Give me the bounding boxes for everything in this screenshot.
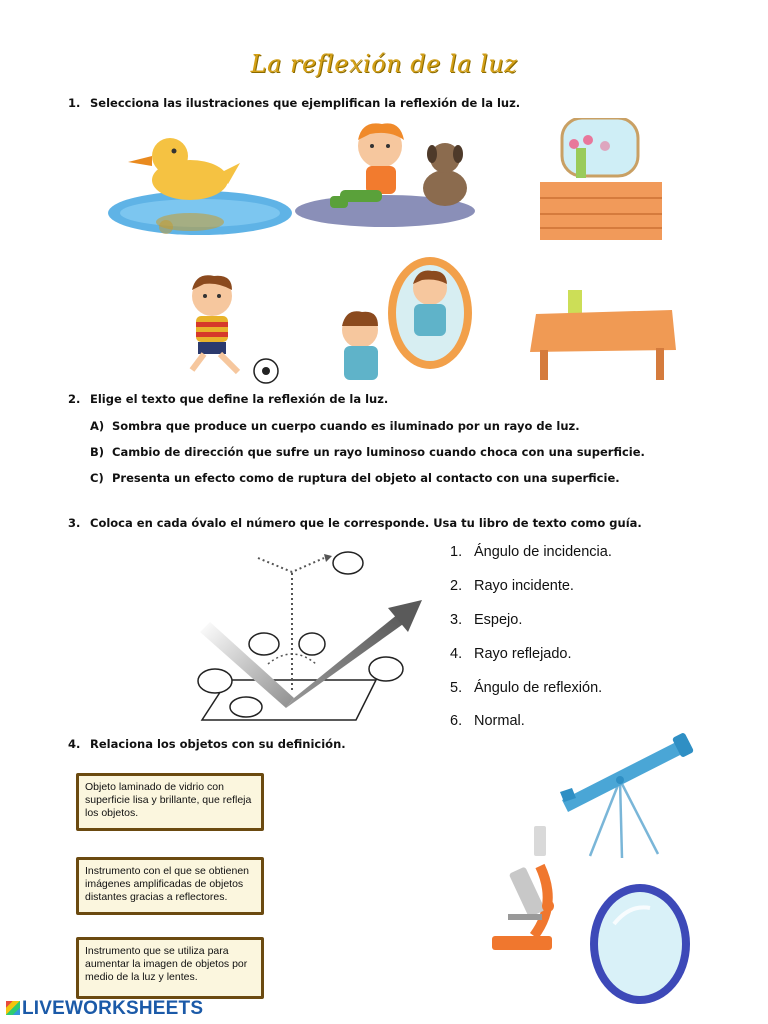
legend-item-3 [450,612,522,628]
legend-number: 3. [450,612,463,628]
question-text: Coloca en cada óvalo el número que le corresponde. Usa tu libro de texto como guía. [90,516,642,530]
question-text: Relaciona los objetos con su definición. [90,737,346,751]
option-letter: B) [90,445,105,459]
legend-number: 5. [450,680,463,696]
legend-item-6 [450,713,525,729]
logo-text: LIVEWORKSHEETS [22,998,204,1019]
answer-oval[interactable] [198,669,232,693]
reflection-diagram [190,540,440,730]
question-4 [68,737,346,751]
legend-label: Espejo. [474,612,523,628]
normal-branches [258,558,324,572]
question-1 [68,96,520,110]
boy-mirror-image[interactable] [342,257,472,380]
answer-oval[interactable] [230,697,262,717]
legend-number: 2. [450,578,463,594]
legend-item-1 [450,544,612,560]
answer-oval[interactable] [299,633,325,655]
legend-label: Rayo reflejado. [474,646,572,662]
question-number: 4. [68,737,81,751]
oval-mirror-image[interactable] [590,884,690,1004]
dresser-mirror-image[interactable] [540,118,662,240]
question-2 [68,392,388,406]
duck-reflection-image[interactable] [108,138,292,235]
q4-objects [480,728,700,1010]
legend-label: Rayo incidente. [474,578,574,594]
definition-text: Instrumento que se utiliza para aumentar la imagen de objetos por medio de la luz y lentes. [85,945,248,983]
definition-box-telescope[interactable] [76,857,264,915]
table-glass-image[interactable] [530,290,676,380]
legend-label: Normal. [474,713,525,729]
option-text: Presenta un efecto como de ruptura del objeto al contacto con una superficie. [112,471,620,485]
answer-oval[interactable] [369,657,403,681]
incident-ray [200,622,294,708]
legend-item-4 [450,646,572,662]
question-number: 1. [68,96,81,110]
legend-item-5 [450,680,602,696]
legend-number: 6. [450,713,463,729]
question-3 [68,516,642,530]
microscope-image[interactable] [492,826,554,950]
definition-box-mirror[interactable] [76,773,264,831]
definition-text: Objeto laminado de vidrio con superficie lisa y brillante, que refleja los objetos. [85,781,252,819]
definition-box-microscope[interactable] [76,937,264,999]
normal-arrowhead [324,554,332,562]
legend-number: 4. [450,646,463,662]
legend-label: Ángulo de incidencia. [474,544,612,560]
boy-with-dog-image[interactable] [295,123,475,227]
option-letter: C) [90,471,104,485]
telescope-image[interactable] [560,732,694,858]
question-number: 2. [68,392,81,406]
legend-number: 1. [450,544,463,560]
liveworksheets-logo [6,998,203,1020]
question-text: Elige el texto que define la reflexión de la luz. [90,392,389,406]
legend-label: Ángulo de reflexión. [474,680,603,696]
definition-text: Instrumento con el que se obtienen imágenes amplificadas de objetos distantes gracias a reflectores. [85,865,250,903]
option-a[interactable] [90,419,580,433]
page-title: La reflexión de la luz [250,50,518,78]
option-text: Cambio de dirección que sufre un rayo luminoso cuando choca con una superficie. [112,445,645,459]
option-letter: A) [90,419,105,433]
answer-oval[interactable] [333,552,363,574]
boy-soccer-image[interactable] [192,275,278,383]
question-text: Selecciona las ilustraciones que ejemplifican la reflexión de la luz. [90,96,521,110]
option-text: Sombra que produce un cuerpo cuando es iluminado por un rayo de luz. [112,419,580,433]
logo-badge-icon [6,1001,20,1015]
option-c[interactable] [90,471,620,485]
q1-illustrations [100,118,690,388]
answer-oval[interactable] [249,633,279,655]
question-number: 3. [68,516,81,530]
legend-item-2 [450,578,574,594]
option-b[interactable] [90,445,645,459]
